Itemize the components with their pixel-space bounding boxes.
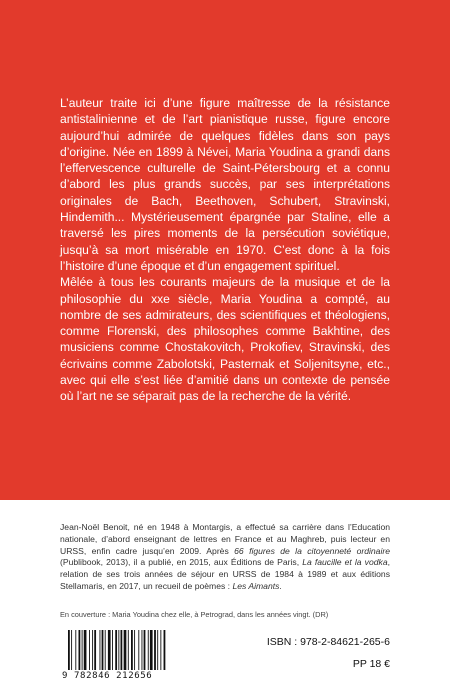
cover-credit: En couverture : Maria Youdina chez elle, à Petrograd, dans les années vingt. (DR) — [60, 610, 329, 619]
barcode-bar — [75, 630, 76, 670]
barcode-bar — [100, 630, 101, 670]
barcode-bar — [121, 630, 123, 670]
barcode — [62, 630, 202, 682]
barcode-bar — [160, 630, 161, 670]
barcode-digits: 9 782846 212656 — [62, 671, 153, 681]
isbn: ISBN : 978-2-84621-265-6 — [266, 636, 390, 648]
barcode-bar — [92, 630, 93, 670]
bio-book-title-2: La faucille et la vodka — [302, 557, 388, 568]
barcode-bar — [164, 630, 166, 670]
barcode-bar — [124, 630, 127, 670]
barcode-bar — [138, 630, 139, 670]
barcode-bar — [142, 630, 143, 670]
bio-text-4: . — [279, 580, 282, 591]
barcode-bar — [144, 630, 146, 670]
barcode-bar — [112, 630, 113, 670]
blurb — [60, 95, 390, 405]
barcode-bar — [148, 630, 149, 670]
barcode-bar — [105, 630, 106, 670]
price: PP 18 € — [352, 658, 390, 670]
bio-book-title-1: 66 figures de la citoyenneté ordinaire — [234, 545, 391, 556]
barcode-bar — [102, 630, 104, 670]
bio-book-title-3: Les Aimants — [232, 580, 280, 591]
barcode-bar — [128, 630, 129, 670]
barcode-bar — [150, 630, 153, 670]
barcode-bar — [131, 630, 133, 670]
author-bio — [60, 522, 390, 593]
barcode-bar — [68, 630, 70, 670]
bio-text-3: , relation de ses trois années de séjour en URSS de 1984 à 1989 et aux éditions Stellamaris, en 2017, un recueil de poèmes : — [60, 557, 390, 591]
barcode-bar — [118, 630, 119, 670]
barcode-bar — [108, 630, 111, 670]
barcode-bar — [115, 630, 117, 670]
barcode-bars — [62, 630, 202, 672]
barcode-bar — [94, 630, 96, 670]
barcode-bar — [154, 630, 156, 670]
barcode-bar — [134, 630, 135, 670]
barcode-bar — [82, 630, 83, 670]
bio-text-1: Jean-Noël Benoit, né en 1948 à Montargis, a effectué sa carrière dans l’Education nationale, d’abord enseignant de lettres en France et au Maghreb, puis lecteur en URSS, enfin cadre jusqu’en 2009. Après — [60, 522, 390, 556]
barcode-bar — [79, 630, 81, 670]
barcode-bar — [157, 630, 158, 670]
barcode-bar — [71, 630, 72, 670]
barcode-bar — [84, 630, 87, 670]
barcode-bar — [89, 630, 90, 670]
blurb-paragraph-2: Mêlée à tous les courants majeurs de la musique et de la philosophie du xxe siècle, Maria Youdina a compté, au nombre de ses admirateurs, des scientifiques et théologiens, comme Florenski, des philosophes comme Bakhtine, des musiciens comme Chostakovitch, Prokofiev, Stravinski, des écrivains comme Zabolotski, Pasternak et Soljenitsyne, etc., avec qui elle s’est liée d’amitié dans un contexte de pensée où l’art ne se séparait pas de la recherche de la vérité. — [60, 275, 390, 404]
blurb-paragraph-1: L’auteur traite ici d’une figure maîtresse de la résistance antistalinienne et de l’art pianistique russe, figure encore aujourd’hui admirée de quelques fidèles dans son pays d’origine. Née en 1899 à Névei, Maria Youdina a grandi dans l’effervescence culturelle de Saint-Pétersbourg et a connu d’abord les plus grands succès, par ses interprétations originales de Bach, Beethoven, Schubert, Stravinski, Hindemith... Mystérieusement épargnée par Staline, elle a traversé les pires moments de la persécution soviétique, jusqu’à sa mort misérable en 1970. C’est donc à la fois l’histoire d’une époque et d’un engagement spirituel. — [60, 96, 390, 273]
bio-text-2: (Publibook, 2013), il a publié, en 2015, aux Éditions de Paris, — [60, 557, 303, 568]
